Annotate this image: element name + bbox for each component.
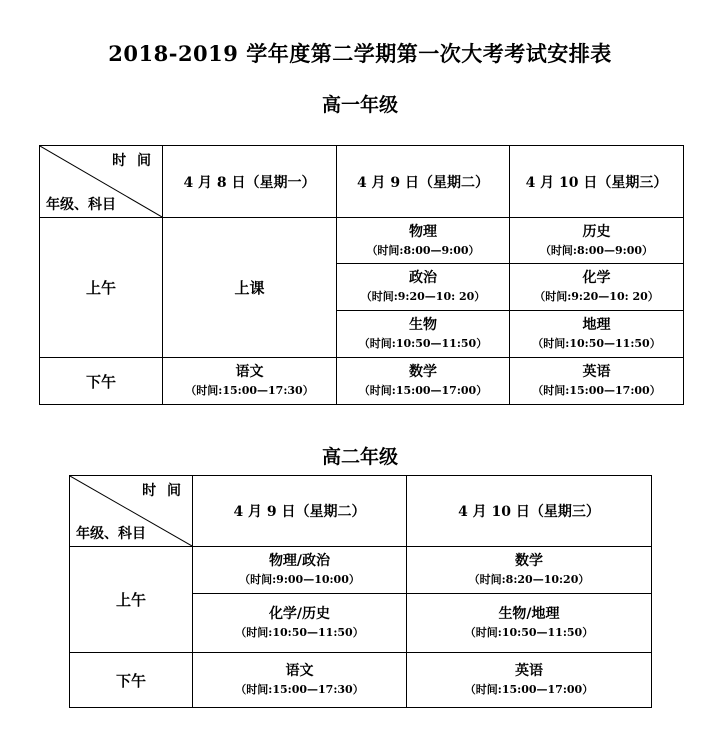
exam-subject: 数学	[515, 553, 543, 569]
grade1-schedule-table	[39, 145, 684, 405]
morning-label: 上午	[70, 547, 193, 653]
exam-time: （时间:15:00—17:00）	[464, 683, 594, 696]
exam-cell	[193, 547, 407, 594]
exam-subject: 化学	[582, 270, 611, 286]
exam-cell	[407, 547, 652, 594]
table-header-row	[40, 146, 684, 218]
exam-cell	[510, 311, 684, 358]
exam-subject: 物理	[409, 223, 437, 240]
exam-subject: 语文	[285, 663, 314, 679]
day-header: 4 月 8 日（星期一）	[163, 146, 337, 218]
document-title: 2018-2019 学年度第二学期第一次大考考试安排表	[108, 41, 612, 66]
exam-subject: 英语	[582, 364, 611, 380]
exam-subject: 地理	[582, 317, 611, 333]
exam-cell	[510, 218, 684, 264]
exam-subject: 物理/政治	[268, 553, 331, 569]
exam-time: （时间:8:00—9:00）	[366, 243, 480, 257]
exam-time: （时间:10:50—11:50）	[464, 626, 594, 639]
exam-subject: 历史	[582, 223, 611, 240]
table-row	[40, 358, 684, 405]
table-row	[70, 547, 652, 594]
exam-cell	[510, 264, 684, 311]
exam-cell	[337, 358, 510, 405]
exam-time: （时间:10:50—11:50）	[532, 337, 661, 350]
exam-cell	[407, 653, 652, 708]
exam-cell	[337, 218, 510, 264]
exam-cell	[407, 594, 652, 653]
exam-cell	[193, 594, 407, 653]
morning-label: 上午	[40, 218, 163, 358]
afternoon-label: 下午	[40, 358, 163, 405]
exam-time: （时间:15:00—17:30）	[185, 384, 314, 397]
exam-cell	[163, 358, 337, 405]
exam-time: （时间:9:20—10: 20）	[360, 290, 486, 303]
grade-subject-header-label: 年级、科目	[76, 526, 146, 542]
exam-time: （时间:9:20—10: 20）	[534, 290, 659, 303]
class-session-cell: 上课	[163, 218, 337, 358]
grade-subject-header-label: 年级、科目	[46, 197, 116, 213]
table-row	[70, 653, 652, 708]
grade2-schedule-table	[69, 475, 652, 708]
exam-subject: 化学/历史	[268, 606, 331, 622]
exam-time: （时间:10:50—11:50）	[235, 626, 364, 639]
exam-subject: 生物/地理	[498, 606, 560, 622]
exam-time: （时间:9:00—10:00）	[239, 573, 360, 586]
day-header: 4 月 9 日（星期二）	[337, 146, 510, 218]
afternoon-label: 下午	[70, 653, 193, 708]
grade1-title: 高一年级	[321, 94, 398, 116]
table-header-row	[70, 476, 652, 547]
exam-subject: 语文	[235, 364, 264, 380]
exam-cell	[337, 264, 510, 311]
diagonal-header-cell	[40, 146, 163, 218]
exam-time: （时间:10:50—11:50）	[358, 337, 488, 350]
exam-subject: 数学	[409, 364, 437, 380]
exam-subject: 英语	[515, 663, 543, 679]
exam-time: （时间:8:20—10:20）	[468, 573, 590, 586]
diagonal-header-cell	[70, 476, 193, 547]
time-header-label: 时 间	[142, 483, 184, 499]
table-row	[40, 218, 684, 264]
exam-time: （时间:15:00—17:30）	[235, 683, 364, 696]
day-header: 4 月 10 日（星期三）	[407, 476, 652, 547]
day-header: 4 月 9 日（星期二）	[193, 476, 407, 547]
day-header: 4 月 10 日（星期三）	[510, 146, 684, 218]
exam-time: （时间:15:00—17:00）	[358, 384, 488, 397]
exam-cell	[510, 358, 684, 405]
exam-time: （时间:15:00—17:00）	[532, 384, 661, 397]
exam-subject: 生物	[409, 317, 437, 333]
time-header-label: 时 间	[112, 153, 154, 169]
exam-time: （时间:8:00—9:00）	[539, 243, 654, 257]
exam-subject: 政治	[409, 270, 437, 286]
exam-cell	[193, 653, 407, 708]
exam-cell	[337, 311, 510, 358]
grade2-title: 高二年级	[321, 446, 398, 468]
